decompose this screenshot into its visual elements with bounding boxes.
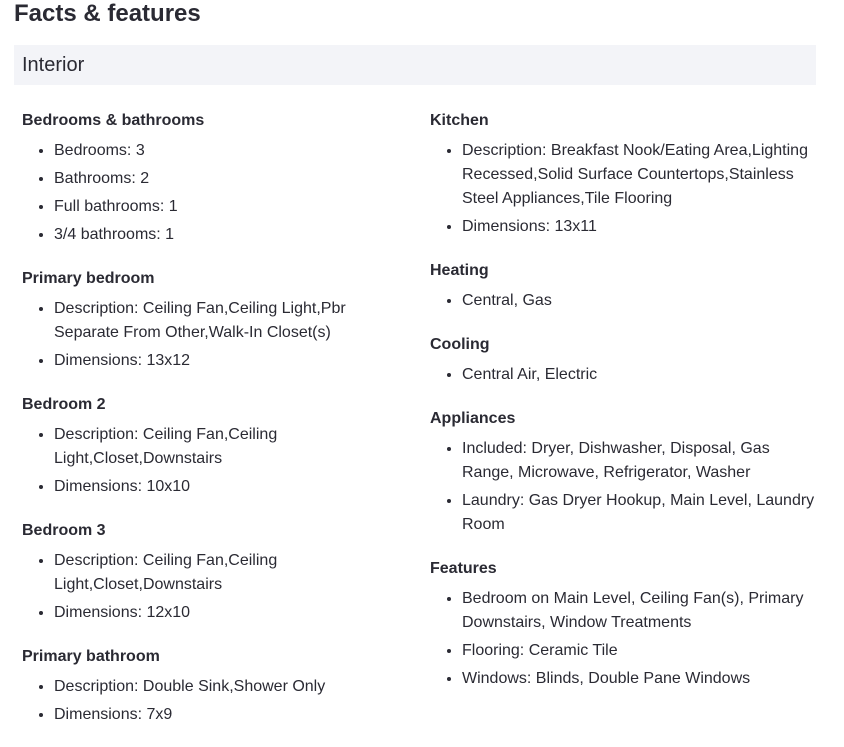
section-title: Interior <box>22 54 85 76</box>
list-item: • Windows: Blinds, Double Pane Windows <box>462 667 822 691</box>
item-list <box>430 289 822 313</box>
group-bedroom-2 <box>22 393 392 499</box>
list-item: • Bedrooms: 3 <box>54 139 392 163</box>
list-item: • Description: Breakfast Nook/Eating Area,Lighting Recessed,Solid Surface Countertops,Stainless Steel Appliances,Tile Flooring <box>462 139 822 211</box>
group-title: Heating <box>430 262 489 279</box>
item-list <box>430 437 822 537</box>
item-list <box>22 297 392 373</box>
list-item: • Dimensions: 10x10 <box>54 475 392 499</box>
group-cooling <box>430 333 822 387</box>
group-bedroom-3 <box>22 519 392 625</box>
group-primary-bathroom <box>22 645 392 727</box>
group-title: Appliances <box>430 410 516 427</box>
list-item: • Dimensions: 12x10 <box>54 601 392 625</box>
list-item: • Description: Ceiling Fan,Ceiling Light,Closet,Downstairs <box>54 423 392 471</box>
list-item: • Central Air, Electric <box>462 363 822 387</box>
list-item: • Bedroom on Main Level, Ceiling Fan(s), Primary Downstairs, Window Treatments <box>462 587 822 635</box>
item-list <box>22 423 392 499</box>
group-heating <box>430 259 822 313</box>
list-item: • Description: Ceiling Fan,Ceiling Light,Closet,Downstairs <box>54 549 392 597</box>
list-item: • Flooring: Ceramic Tile <box>462 639 822 663</box>
group-appliances <box>430 407 822 537</box>
item-list <box>430 139 822 239</box>
group-title: Bedroom 2 <box>22 396 106 413</box>
page-title: Facts & features <box>14 0 201 27</box>
item-list <box>430 587 822 691</box>
item-list <box>22 549 392 625</box>
list-item: • 3/4 bathrooms: 1 <box>54 223 392 247</box>
group-primary-bedroom <box>22 267 392 373</box>
list-item: • Bathrooms: 2 <box>54 167 392 191</box>
interior-section-header[interactable] <box>14 45 816 85</box>
right-column <box>430 109 822 711</box>
item-list <box>430 363 822 387</box>
list-item: • Description: Double Sink,Shower Only <box>54 675 392 699</box>
group-title: Bedrooms & bathrooms <box>22 112 205 129</box>
group-bedrooms-bathrooms <box>22 109 392 247</box>
group-features <box>430 557 822 691</box>
group-title: Primary bathroom <box>22 648 160 665</box>
group-kitchen <box>430 109 822 239</box>
group-title: Cooling <box>430 336 490 353</box>
item-list <box>22 139 392 247</box>
list-item: • Dimensions: 7x9 <box>54 703 392 727</box>
list-item: • Full bathrooms: 1 <box>54 195 392 219</box>
list-item: • Description: Ceiling Fan,Ceiling Light,Pbr Separate From Other,Walk-In Closet(s) <box>54 297 392 345</box>
group-title: Kitchen <box>430 112 489 129</box>
list-item: • Laundry: Gas Dryer Hookup, Main Level, Laundry Room <box>462 489 822 537</box>
group-title: Features <box>430 560 497 577</box>
list-item: • Central, Gas <box>462 289 822 313</box>
list-item: • Dimensions: 13x12 <box>54 349 392 373</box>
item-list <box>22 675 392 727</box>
list-item: • Included: Dryer, Dishwasher, Disposal, Gas Range, Microwave, Refrigerator, Washer <box>462 437 822 485</box>
left-column <box>22 109 392 747</box>
group-title: Bedroom 3 <box>22 522 106 539</box>
list-item: • Dimensions: 13x11 <box>462 215 822 239</box>
group-title: Primary bedroom <box>22 270 155 287</box>
